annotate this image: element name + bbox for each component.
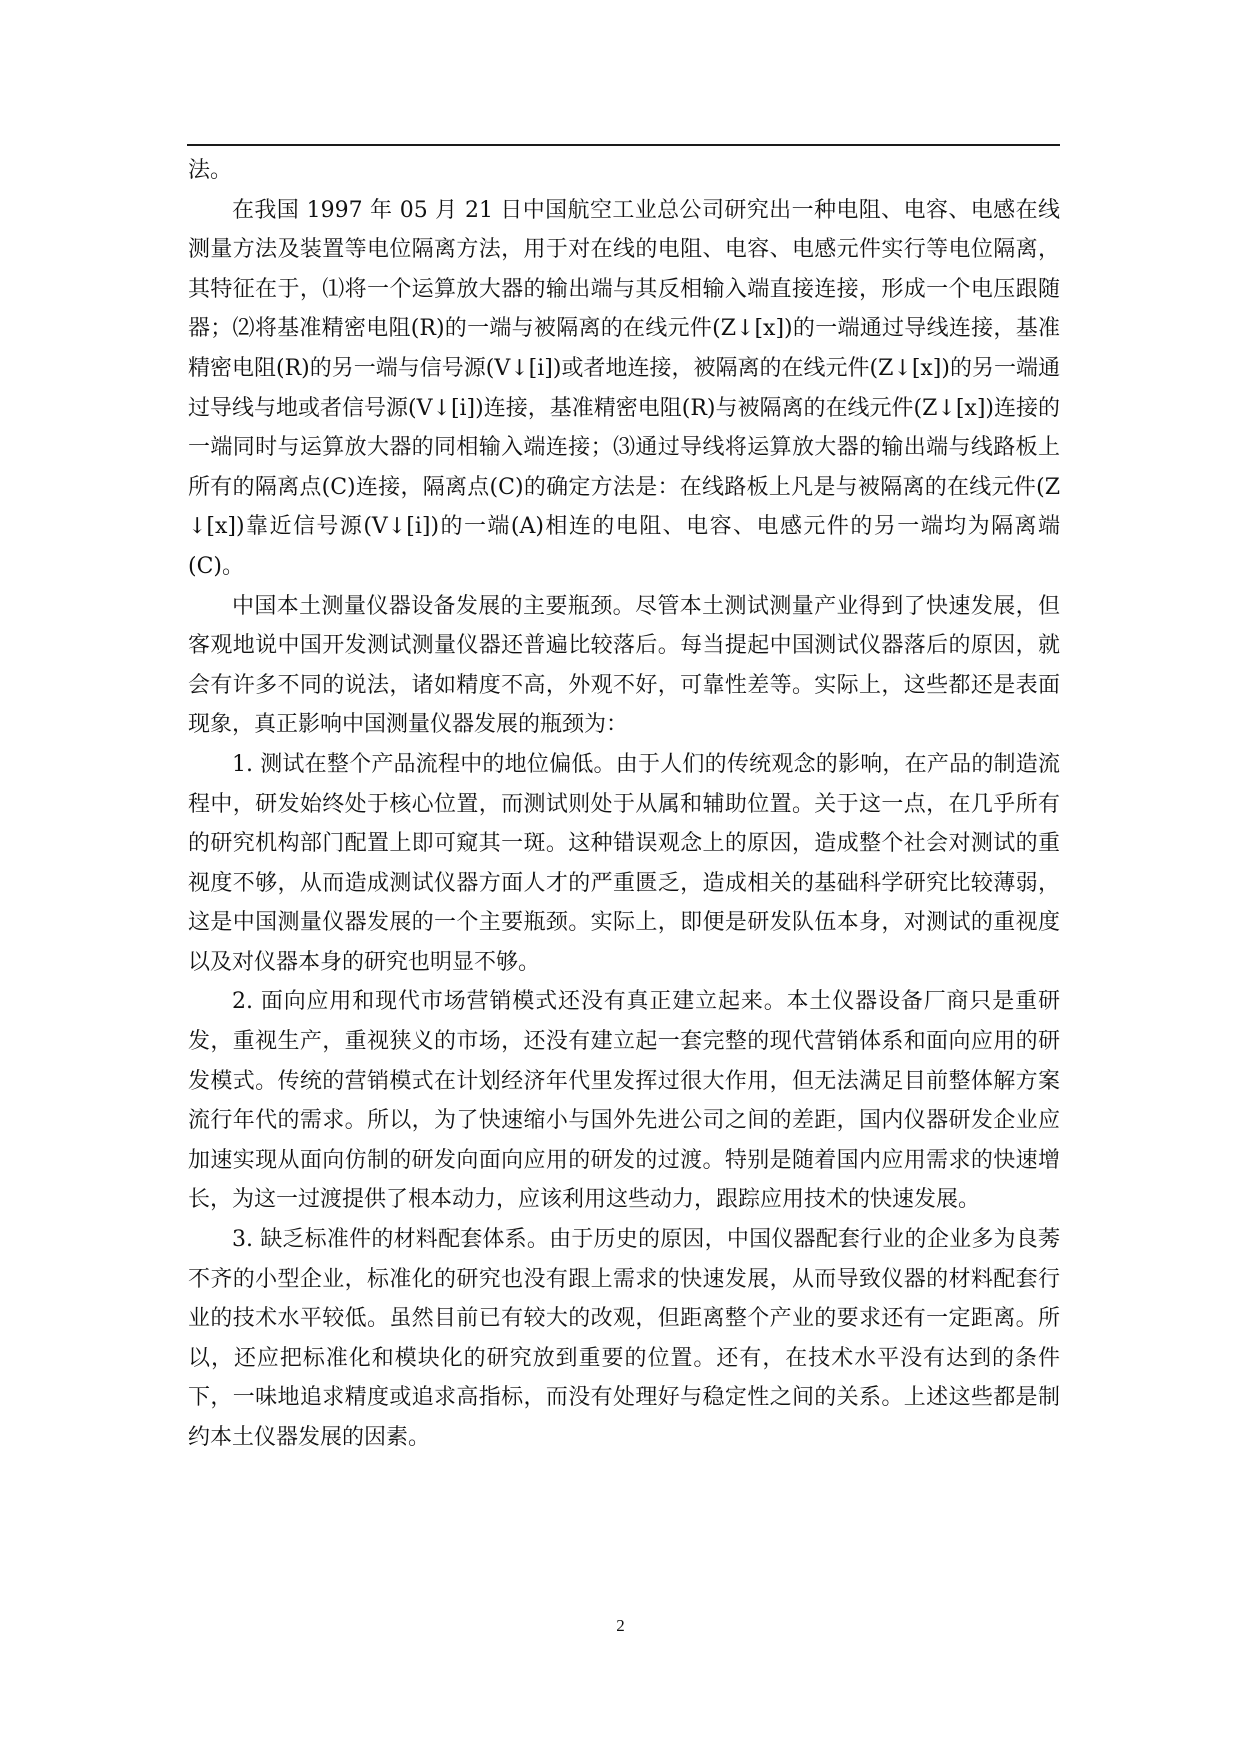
page-number: 2 [616,1616,625,1635]
paragraph-point-1: 1. 测试在整个产品流程中的地位偏低。由于人们的传统观念的影响，在产品的制造流程中，研发始终处于核心位置，而测试则处于从属和辅助位置。关于这一点，在几乎所有的研究机构部门配置上即可窥其一斑。这种错误观念上的原因，造成整个社会对测试的重视度不够，从而造成测试仪器方面人才的严重匮乏，造成相关的基础科学研究比较薄弱，这是中国测量仪器发展的一个主要瓶颈。实际上，即便是研发队伍本身，对测试的重视度以及对仪器本身的研究也明显不够。 [188,751,1060,975]
paragraph-continuation: 法。 [188,158,233,183]
header-rule [187,144,1060,146]
body-text [188,151,1060,1458]
paragraph-point-3: 3. 缺乏标准件的材料配套体系。由于历史的原因，中国仪器配套行业的企业多为良莠不齐的小型企业，标准化的研究也没有跟上需求的快速发展，从而导致仪器的材料配套行业的技术水平较低。虽然目前已有较大的改观，但距离整个产业的要求还有一定距离。所以，还应把标准化和模块化的研究放到重要的位置。还有，在技术水平没有达到的条件下，一味地追求精度或追求高指标，而没有处理好与稳定性之间的关系。上述这些都是制约本土仪器发展的因素。 [188,1227,1060,1450]
paragraph-bottlenecks-intro: 中国本土测量仪器设备发展的主要瓶颈。尽管本土测试测量产业得到了快速发展，但客观地说中国开发测试测量仪器还普遍比较落后。每当提起中国测试仪器落后的原因，就会有许多不同的说法，诸如精度不高，外观不好，可靠性差等。实际上，这些都还是表面现象，真正影响中国测量仪器发展的瓶颈为： [188,593,1060,738]
paragraph-point-2: 2. 面向应用和现代市场营销模式还没有真正建立起来。本土仪器设备厂商只是重研发，重视生产，重视狭义的市场，还没有建立起一套完整的现代营销体系和面向应用的研发模式。传统的营销模式在计划经济年代里发挥过很大作用，但无法满足目前整体解方案流行年代的需求。所以，为了快速缩小与国外先进公司之间的差距，国内仪器研发企业应加速实现从面向仿制的研发向面向应用的研发的过渡。特别是随着国内应用需求的快速增长，为这一过渡提供了根本动力，应该利用这些动力，跟踪应用技术的快速发展。 [188,989,1060,1213]
paragraph-patent-description: 在我国 1997 年 05 月 21 日中国航空工业总公司研究出一种电阻、电容、电感在线测量方法及装置等电位隔离方法，用于对在线的电阻、电容、电感元件实行等电位隔离，其特征在于，⑴将一个运算放大器的输出端与其反相输入端直接连接，形成一个电压跟随器；⑵将基准精密电阻(R)的一端与被隔离的在线元件(Z↓[x])的一端通过导线连接，基准精密电阻(R)的另一端与信号源(V↓[i])或者地连接，被隔离的在线元件(Z↓[x])的另一端通过导线与地或者信号源(V↓[i])连接，基准精密电阻(R)与被隔离的在线元件(Z↓[x])连接的一端同时与运算放大器的同相输入端连接；⑶通过导线将运算放大器的输出端与线路板上所有的隔离点(C)连接，隔离点(C)的确定方法是：在线路板上凡是与被隔离的在线元件(Z↓[x])靠近信号源(V↓[i])的一端(A)相连的电阻、电容、电感元件的另一端均为隔离端(C)。 [188,197,1060,579]
